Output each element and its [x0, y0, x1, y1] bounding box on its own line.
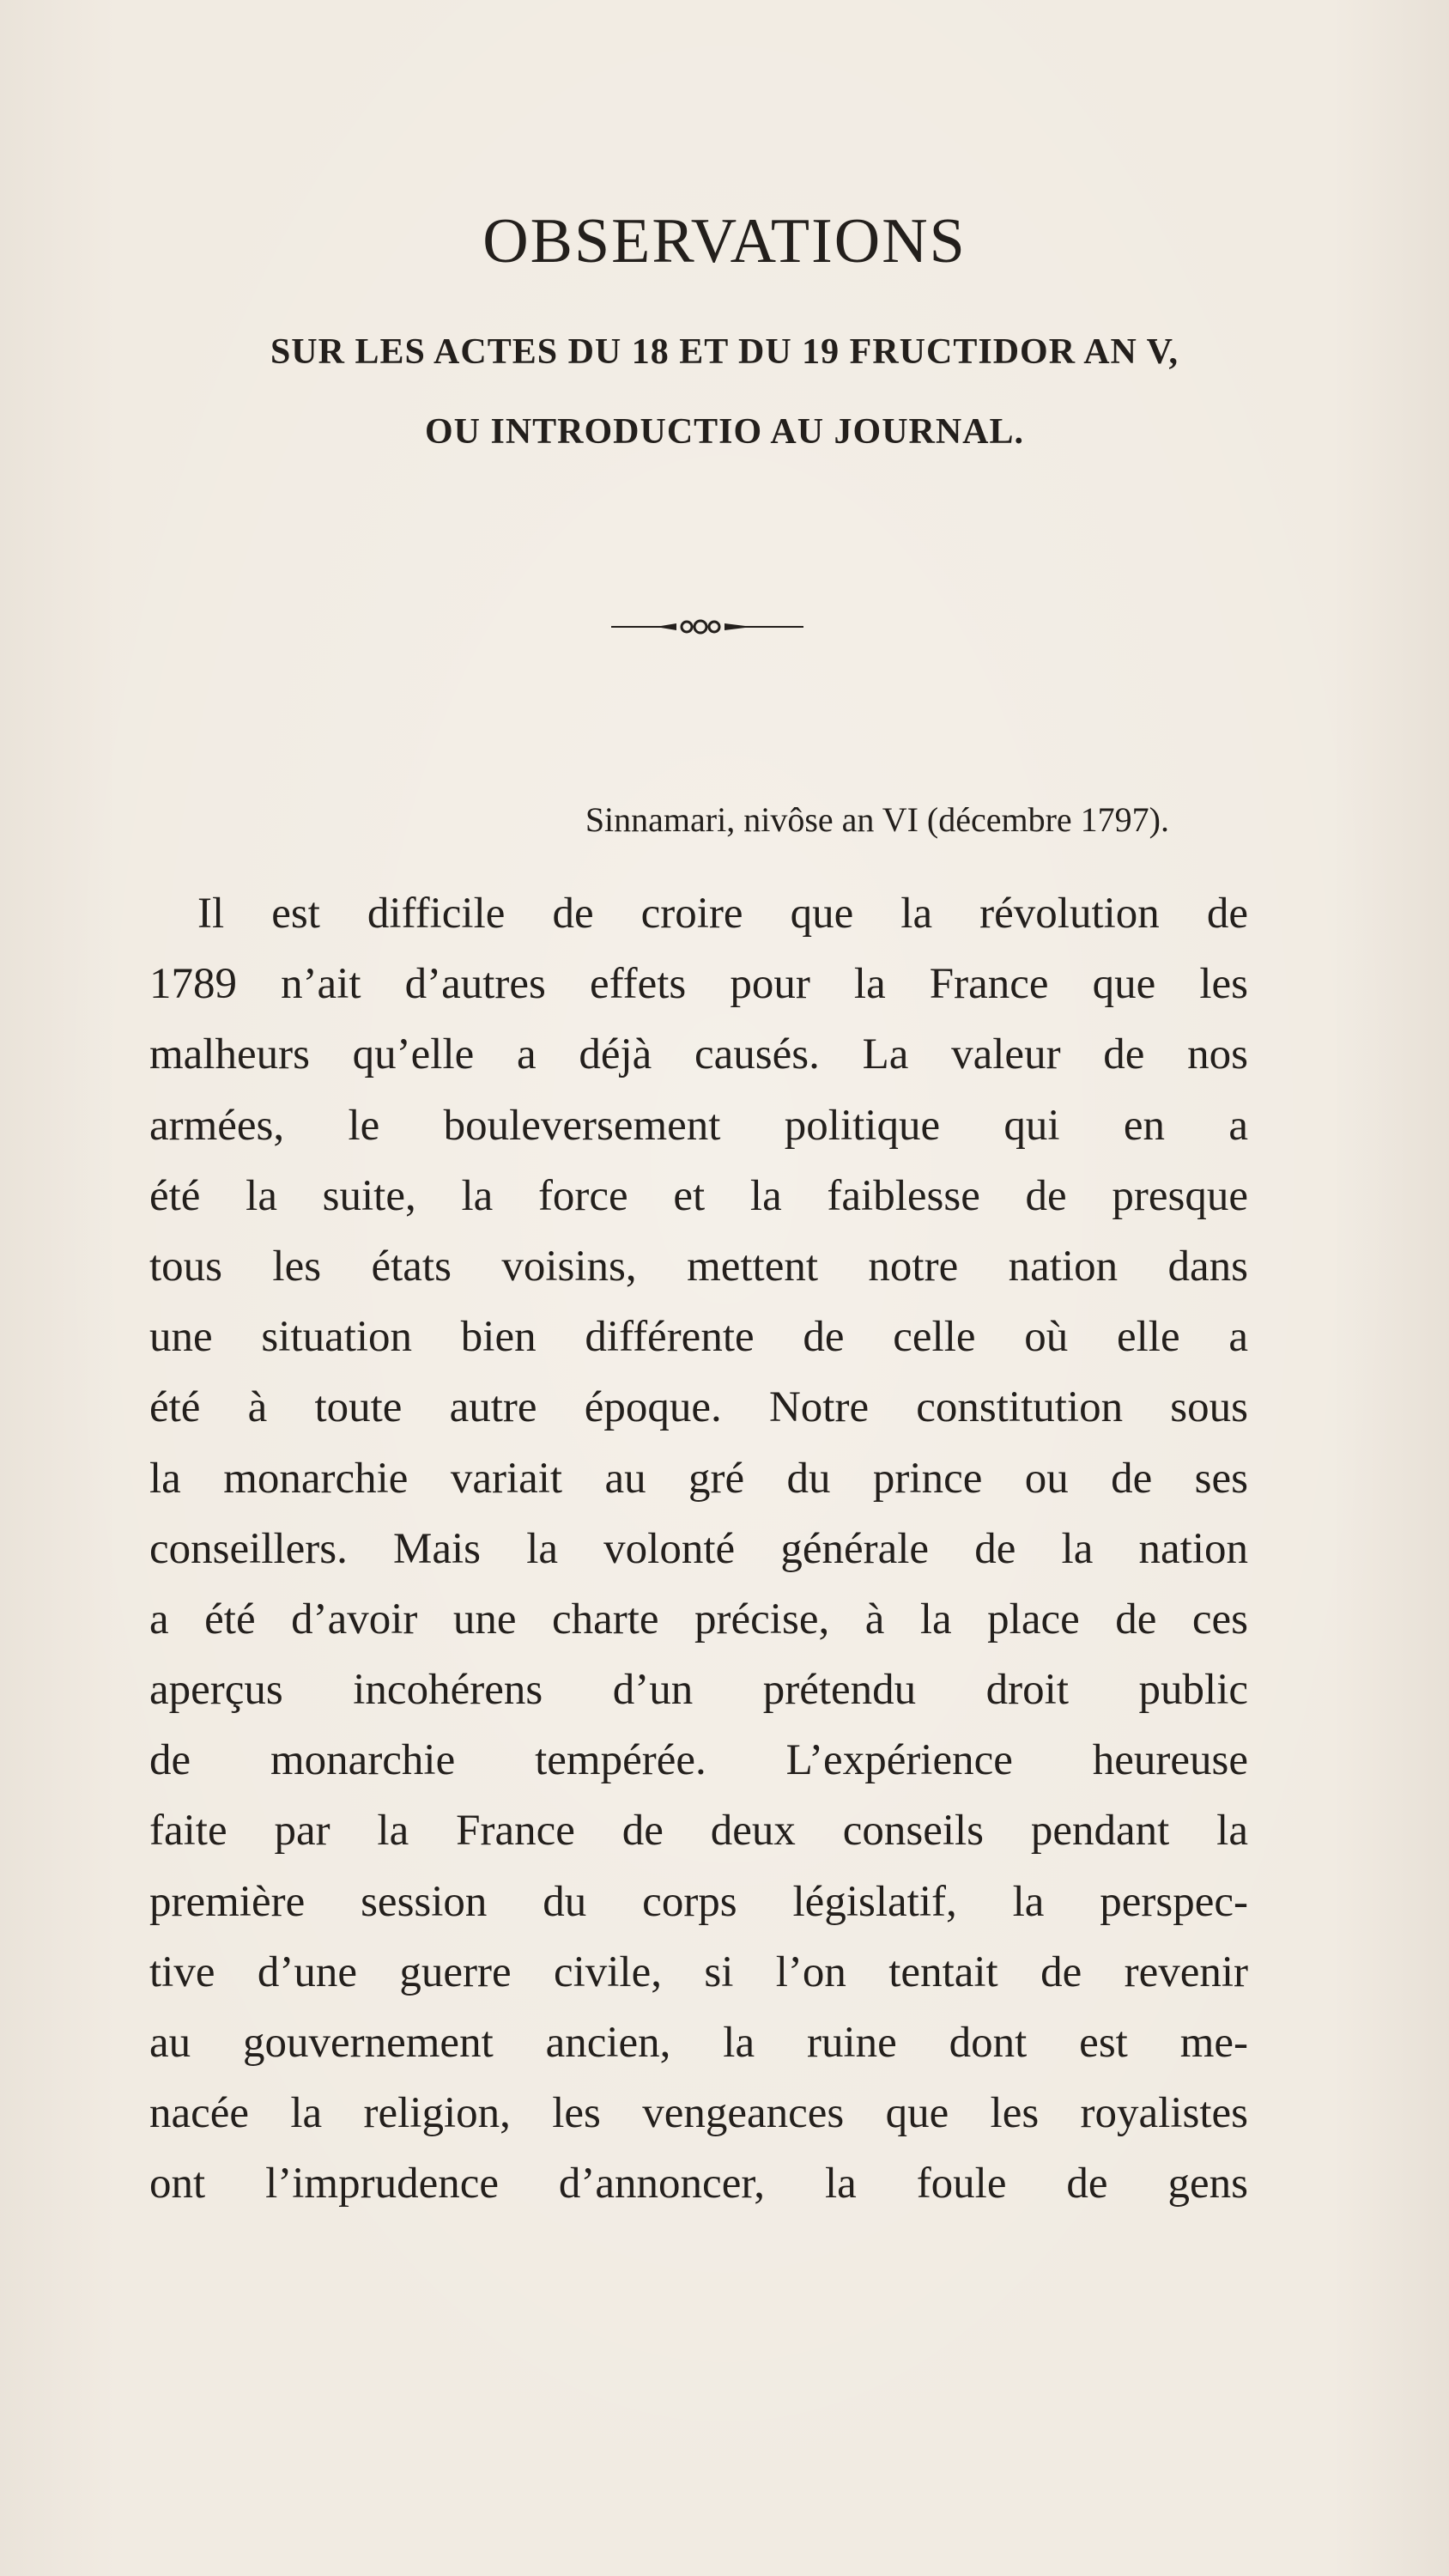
text-line: nacée la religion, les vengeances que les royalistes: [149, 2089, 1248, 2138]
subtitle-line-1: SUR LES ACTES DU 18 ET DU 19 FRUCTIDOR AN V,: [270, 332, 1179, 372]
dateline: Sinnamari, nivôse an VI (décembre 1797).: [585, 800, 1169, 839]
text-line: faite par la France de deux conseils pendant la: [149, 1807, 1248, 1856]
text-line: conseillers. Mais la volonté générale de la nation: [149, 1524, 1248, 1573]
body-paragraph: [149, 878, 1248, 2220]
text-line: ont l’imprudence d’annoncer, la foule de gens: [149, 2160, 1248, 2208]
text-line: première session du corps législatif, la perspec-: [149, 1877, 1248, 1926]
ornamental-rule-icon: [604, 610, 810, 644]
text-line: une situation bien différente de celle où elle a: [149, 1313, 1248, 1362]
text-line: 1789 n’ait d’autres effets pour la France que les: [149, 960, 1248, 1009]
subtitle-line-2: OU INTRODUCTIO AU JOURNAL.: [424, 412, 1025, 452]
text-line: tive d’une guerre civile, si l’on tentait de revenir: [149, 1947, 1248, 1996]
text-line: été à toute autre époque. Notre constitution sous: [149, 1383, 1248, 1432]
text-line: Il est difficile de croire que la révolution de: [197, 890, 1248, 938]
text-line: tous les états voisins, mettent notre nation dans: [149, 1242, 1248, 1291]
text-line: a été d’avoir une charte précise, à la place de ces: [149, 1595, 1248, 1643]
text-line: au gouvernement ancien, la ruine dont est me-: [149, 2019, 1248, 2067]
text-line: armées, le bouleversement politique qui en a: [149, 1101, 1248, 1150]
page-title: OBSERVATIONS: [482, 206, 967, 276]
text-line: malheurs qu’elle a déjà causés. La valeur de nos: [149, 1030, 1248, 1079]
text-line: aperçus incohérens d’un prétendu droit public: [149, 1666, 1248, 1715]
text-line: été la suite, la force et la faiblesse de presque: [149, 1171, 1248, 1220]
text-line: de monarchie tempérée. L’expérience heureuse: [149, 1736, 1248, 1785]
text-line: la monarchie variait au gré du prince ou de ses: [149, 1454, 1248, 1503]
